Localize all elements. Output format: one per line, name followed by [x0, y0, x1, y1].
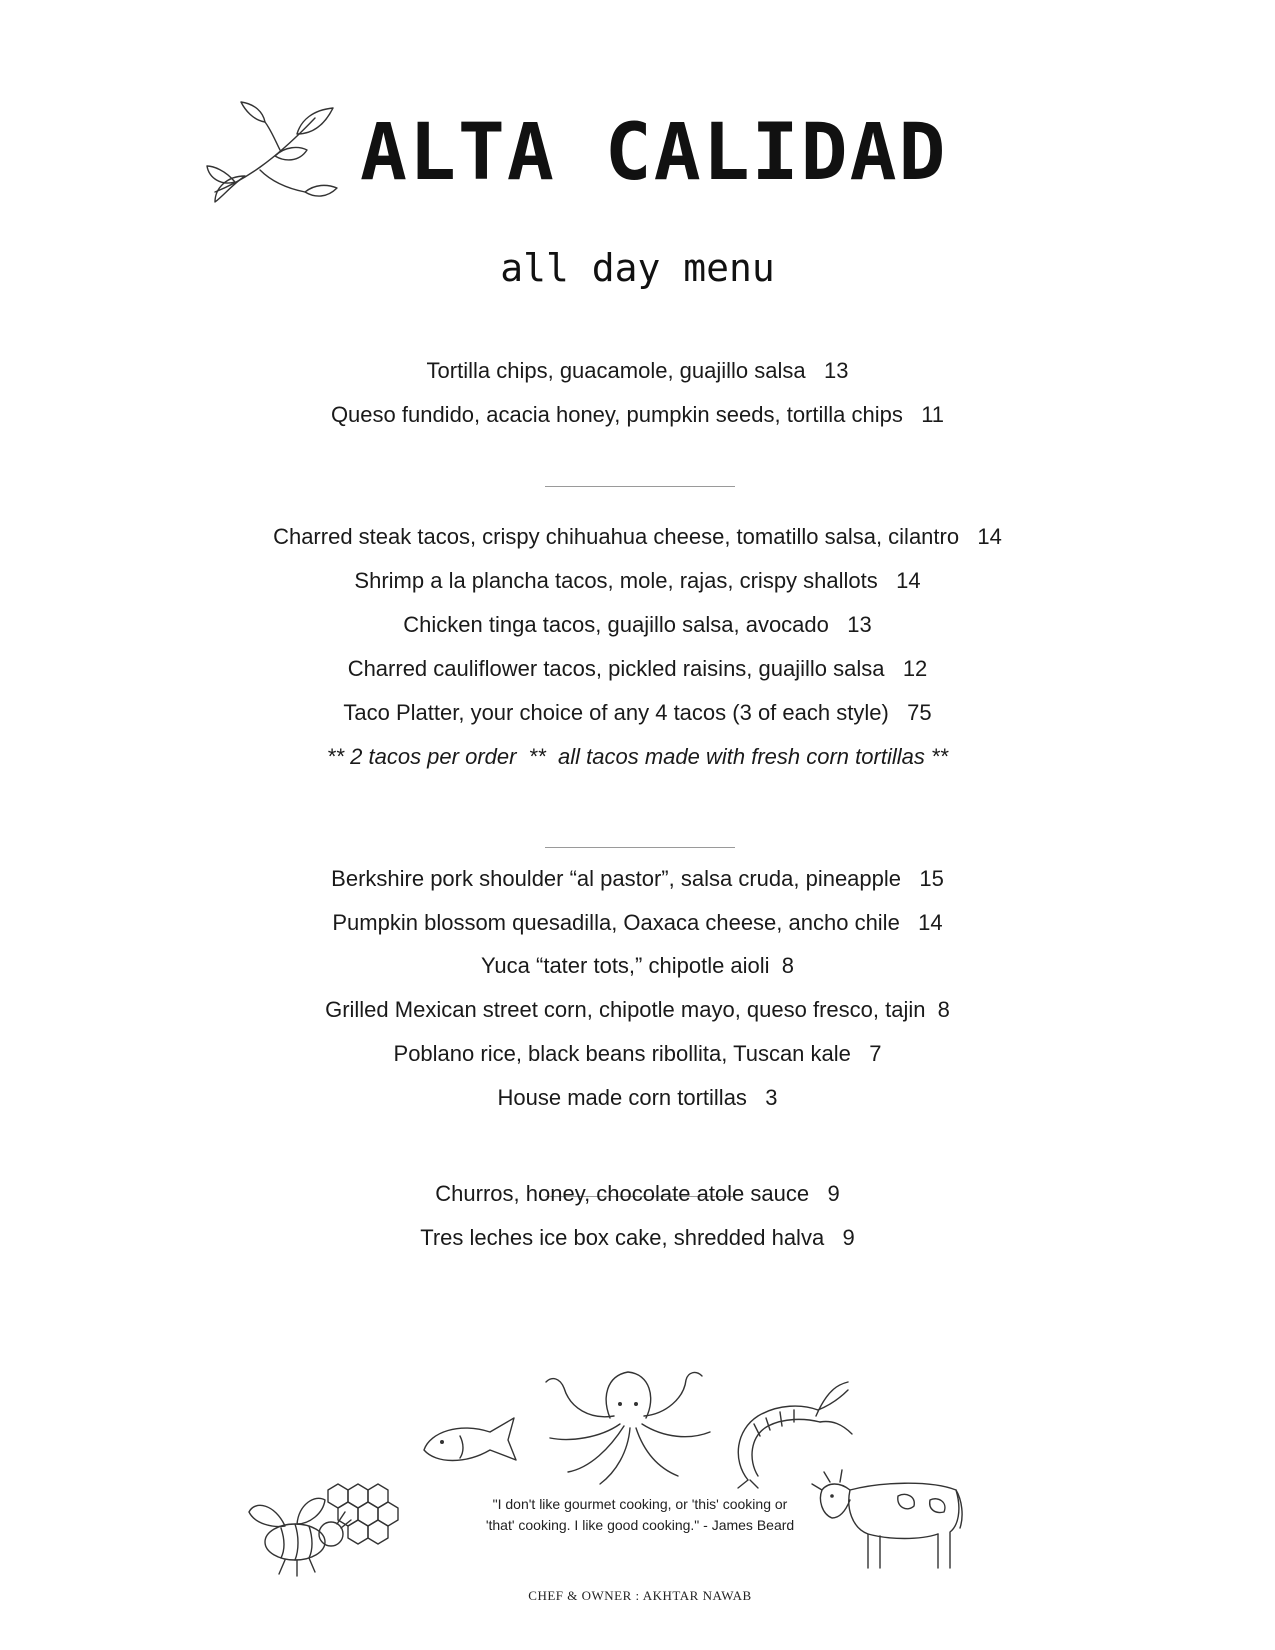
- octopus-icon: [540, 1368, 715, 1488]
- menu-item: Charred steak tacos, crispy chihuahua cheese, tomatillo salsa, cilantro 14: [273, 524, 1002, 549]
- chef-credit: CHEF & OWNER : AKHTAR NAWAB: [528, 1588, 752, 1603]
- fish-icon: [420, 1410, 520, 1470]
- section-divider: [545, 847, 735, 848]
- quote-line: "I don't like gourmet cooking, or 'this' cooking or: [492, 1496, 788, 1512]
- bee-icon: [245, 1490, 355, 1580]
- section-divider: [545, 486, 735, 487]
- menu-item: Berkshire pork shoulder “al pastor”, salsa cruda, pineapple 15: [331, 866, 944, 891]
- menu-item: Yuca “tater tots,” chipotle aioli 8: [480, 953, 795, 978]
- menu-item: House made corn tortillas 3: [497, 1085, 778, 1110]
- menu-item: Taco Platter, your choice of any 4 tacos (3 of each style) 75: [343, 700, 932, 725]
- menu-item: Poblano rice, black beans ribollita, Tuscan kale 7: [393, 1041, 882, 1066]
- menu-item: Shrimp a la plancha tacos, mole, rajas, crispy shallots 14: [354, 568, 921, 593]
- menu-item: Tortilla chips, guacamole, guajillo salsa 13: [426, 358, 849, 383]
- taco-note: ** 2 tacos per order ** all tacos made with fresh corn tortillas **: [326, 744, 949, 769]
- quote-line: 'that' cooking. I like good cooking." - James Beard: [485, 1517, 795, 1533]
- menu-item: Queso fundido, acacia honey, pumpkin seeds, tortilla chips 11: [330, 402, 945, 427]
- menu-item: Chicken tinga tacos, guajillo salsa, avocado 13: [403, 612, 872, 637]
- menu-subtitle: all day menu: [500, 246, 775, 290]
- menu-item: Grilled Mexican street corn, chipotle mayo, queso fresco, tajin 8: [325, 997, 950, 1022]
- restaurant-title: ALTA CALIDAD: [360, 108, 948, 198]
- menu-item: Charred cauliflower tacos, pickled raisins, guajillo salsa 12: [347, 656, 928, 681]
- menu-item: Tres leches ice box cake, shredded halva 9: [420, 1225, 855, 1250]
- leaf-branch-icon: [205, 100, 340, 205]
- menu-item: Churros, honey, chocolate atole sauce 9: [435, 1181, 840, 1206]
- menu-item: Pumpkin blossom quesadilla, Oaxaca cheese, ancho chile 14: [332, 910, 943, 935]
